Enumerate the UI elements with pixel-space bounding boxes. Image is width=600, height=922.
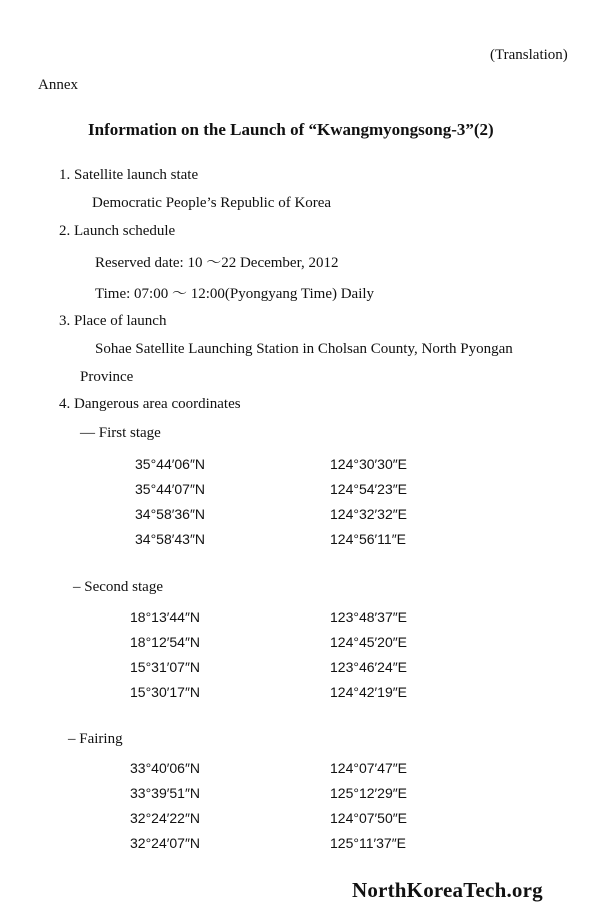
coordinate-lon: 124°42′19″E	[330, 684, 408, 700]
section-heading-dangerous-area-coordinates: 4. Dangerous area coordinates	[59, 396, 241, 412]
coordinate-lon: 124°56′11″E	[330, 531, 406, 547]
coordinate-lon: 125°12′29″E	[330, 785, 408, 801]
coordinate-lon: 124°30′30″E	[330, 456, 408, 472]
coordinate-lat: 34°58′43″N	[135, 531, 206, 547]
coordinate-lon: 124°07′47″E	[330, 760, 408, 776]
stage-label-fairing: – Fairing	[68, 731, 123, 747]
coordinate-lat: 34°58′36″N	[135, 506, 206, 522]
coordinate-lon: 124°45′20″E	[330, 634, 408, 650]
coordinate-lon: 123°48′37″E	[330, 609, 408, 625]
section-line: Time: 07:00 ～ 12:00(Pyongyang Time) Daily	[95, 286, 375, 302]
section-line: Province	[80, 369, 134, 385]
coordinate-lat: 18°13′44″N	[130, 609, 201, 625]
annex-label: Annex	[38, 77, 78, 93]
stage-label-second: – Second stage	[73, 579, 163, 595]
coordinate-lon: 124°54′23″E	[330, 481, 408, 497]
coordinate-lon: 124°07′50″E	[330, 810, 408, 826]
page-title: Information on the Launch of “Kwangmyongsong-3”(2)	[88, 120, 494, 139]
coordinate-lat: 32°24′22″N	[130, 810, 201, 826]
coordinate-lon: 125°11′37″E	[330, 835, 406, 851]
section-heading-satellite-launch-state: 1. Satellite launch state	[59, 167, 199, 183]
section-line: Sohae Satellite Launching Station in Cholsan County, North Pyongan	[95, 341, 513, 357]
coordinate-lat: 15°31′07″N	[130, 659, 201, 675]
section-line: Democratic People’s Republic of Korea	[92, 195, 332, 211]
coordinate-lat: 33°39′51″N	[130, 785, 201, 801]
coordinate-lat: 33°40′06″N	[130, 760, 201, 776]
coordinate-lon: 124°32′32″E	[330, 506, 408, 522]
coordinate-lat: 35°44′07″N	[135, 481, 206, 497]
section-heading-launch-schedule: 2. Launch schedule	[59, 223, 176, 239]
coordinate-lat: 35°44′06″N	[135, 456, 206, 472]
section-heading-place-of-launch: 3. Place of launch	[59, 313, 167, 329]
coordinate-lat: 18°12′54″N	[130, 634, 201, 650]
stage-label-first: — First stage	[80, 425, 161, 441]
watermark: NorthKoreaTech.org	[352, 878, 543, 902]
coordinate-lat: 32°24′07″N	[130, 835, 201, 851]
translation-label: (Translation)	[490, 47, 568, 63]
coordinate-lat: 15°30′17″N	[130, 684, 201, 700]
coordinate-lon: 123°46′24″E	[330, 659, 408, 675]
section-line: Reserved date: 10 ～22 December, 2012	[95, 255, 339, 271]
